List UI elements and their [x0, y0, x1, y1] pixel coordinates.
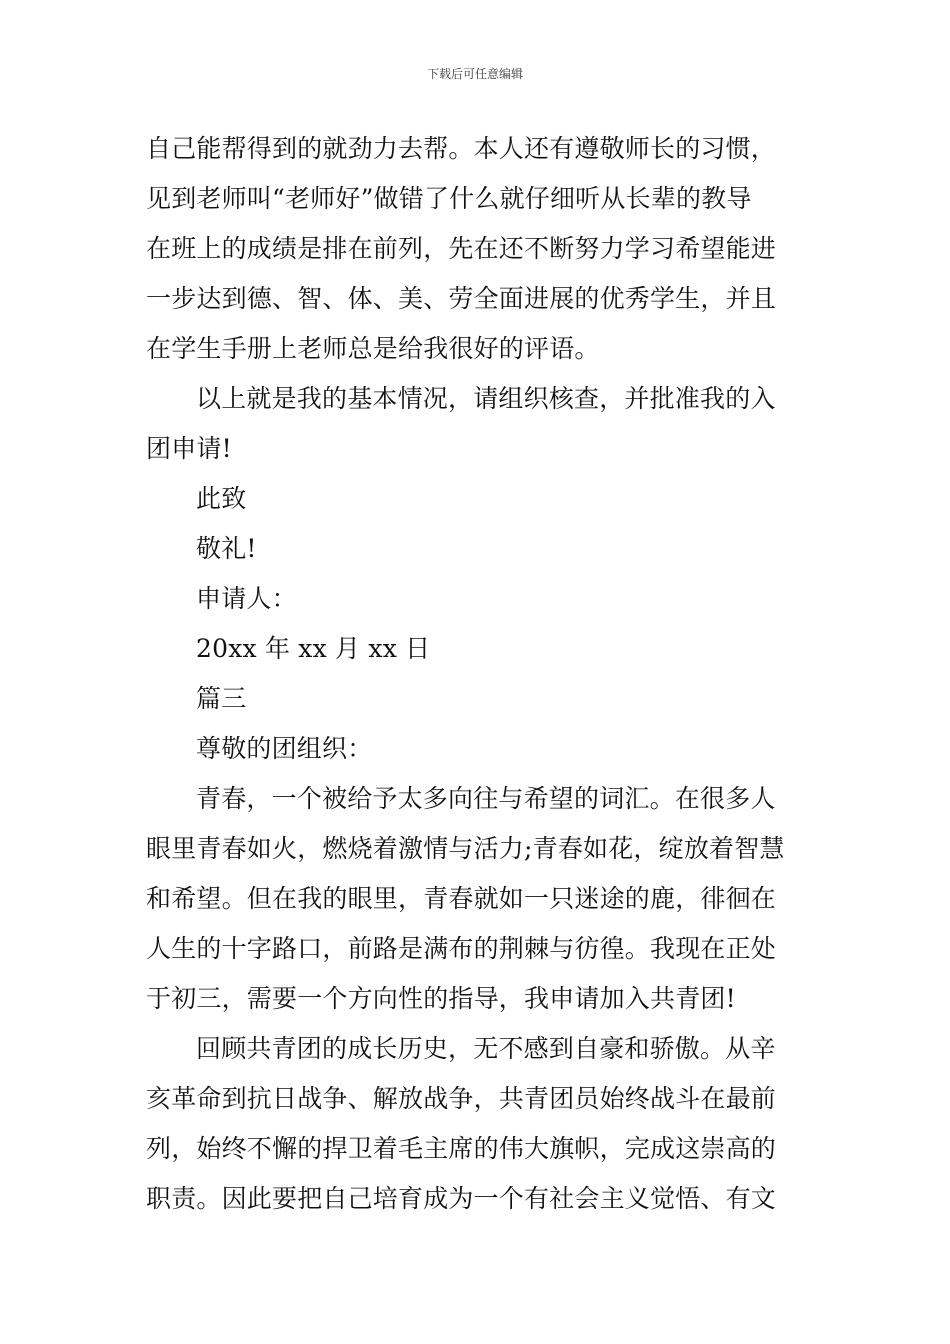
text-line: 团申请!	[146, 434, 232, 463]
text-line: 篇三	[196, 684, 247, 713]
text-line: 自己能帮得到的就劲力去帮。本人还有遵敬师长的习惯，	[146, 134, 777, 163]
text-line: 申请人：	[196, 584, 297, 613]
text-line: 敬礼!	[196, 534, 257, 563]
text-line: 于初三，需要一个方向性的指导，我申请加入共青团!	[146, 984, 736, 1013]
text-line: 职责。因此要把自己培育成为一个有社会主义觉悟、有文	[146, 1184, 777, 1213]
text-line: 青春，一个被给予太多向往与希望的词汇。在很多人	[196, 784, 776, 813]
document-body	[146, 124, 810, 1224]
text-line: 列，始终不懈的捍卫着毛主席的伟大旗帜，完成这崇高的	[146, 1134, 777, 1163]
header-note: 下载后可任意编辑	[426, 67, 523, 81]
text-line: 在班上的成绩是排在前列，先在还不断努力学习希望能进	[146, 234, 777, 263]
text-line: 20xx 年 xx 月 xx 日	[196, 634, 431, 663]
text-line: 和希望。但在我的眼里，青春就如一只迷途的鹿，徘徊在	[146, 884, 777, 913]
text-line: 尊敬的团组织：	[196, 734, 373, 763]
text-line: 此致	[196, 484, 247, 513]
text-line: 眼里青春如火，燃烧着激情与活力;青春如花，绽放着智慧	[146, 834, 785, 863]
text-line: 在学生手册上老师总是给我很好的评语。	[146, 334, 600, 363]
text-line: 一步达到德、智、体、美、劳全面进展的优秀学生，并且	[146, 284, 777, 313]
text-line: 见到老师叫“老师好”做错了什么就仔细听从长辈的教导	[146, 184, 752, 213]
text-line: 人生的十字路口，前路是满布的荆棘与彷徨。我现在正处	[146, 934, 777, 963]
text-line: 回顾共青团的成长历史，无不感到自豪和骄傲。从辛	[196, 1034, 776, 1063]
text-line: 以上就是我的基本情况，请组织核查，并批准我的入	[196, 384, 776, 413]
text-line: 亥革命到抗日战争、解放战争，共青团员始终战斗在最前	[146, 1084, 777, 1113]
page-header	[0, 66, 950, 82]
